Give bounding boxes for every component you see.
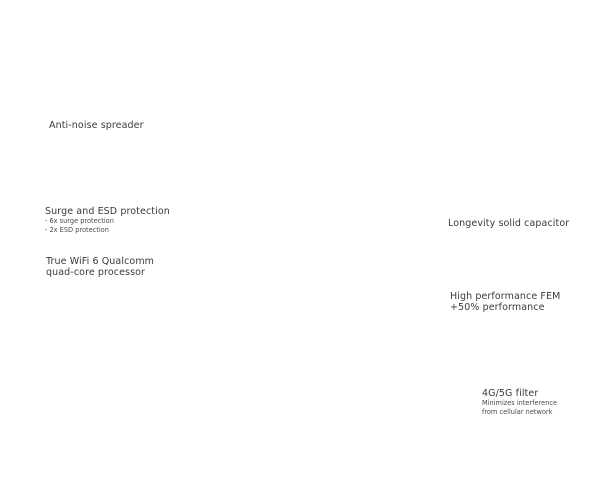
callout-detail: from cellular network (482, 407, 553, 416)
callout-title: Longevity solid capacitor (448, 218, 570, 229)
callout-anti-noise-spreader (49, 120, 144, 131)
callout-detail: - 6x surge protection (45, 217, 114, 225)
callout-high-performance-fem (450, 291, 560, 313)
callout-surge-esd-protection (45, 206, 170, 234)
callout-detail: Minimizes interference (482, 399, 558, 407)
callout-detail: - 2x ESD protection (45, 225, 109, 234)
callout-4g5g-filter (482, 388, 557, 416)
callout-title: High performance FEM (450, 291, 561, 302)
callout-title: Surge and ESD protection (45, 206, 170, 217)
callout-title: Anti-noise spreader (49, 120, 144, 131)
callout-title-continued: quad-core processor (46, 267, 146, 278)
callout-wifi6-processor (46, 256, 154, 278)
callout-subtitle: +50% performance (450, 302, 545, 313)
callout-title: True WiFi 6 Qualcomm (46, 256, 155, 267)
callout-title: 4G/5G filter (482, 388, 539, 399)
callout-solid-capacitor (448, 218, 569, 229)
